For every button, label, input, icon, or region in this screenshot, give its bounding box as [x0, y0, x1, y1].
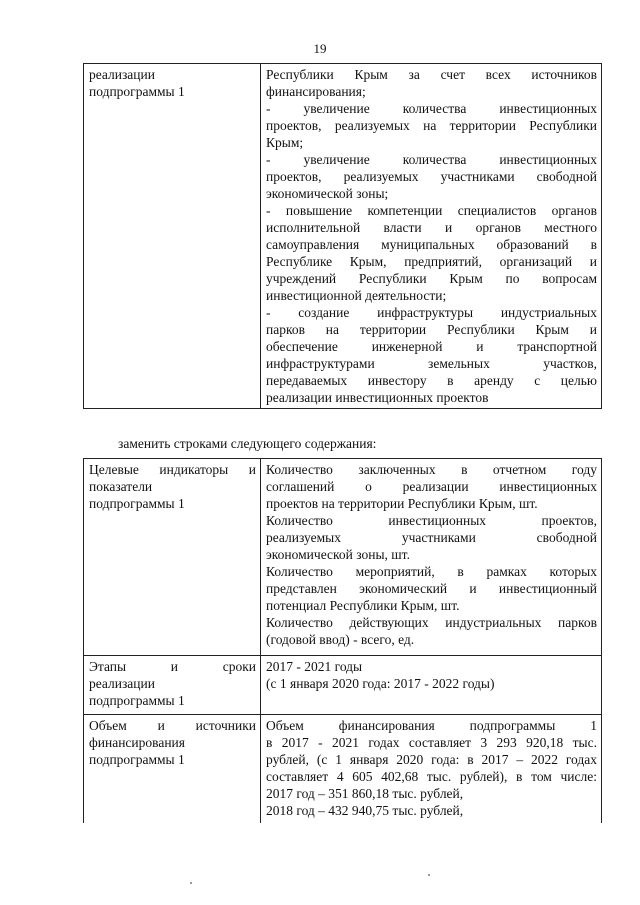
cell-line: подпрограммы 1: [89, 693, 185, 708]
cell-line: самоуправления муниципальных образований в: [266, 237, 597, 252]
cell-line: (годовой ввод) - всего, ед.: [266, 632, 415, 647]
cell-line: Этапы и сроки: [89, 659, 256, 674]
cell-line: (с 1 января 2020 года: 2017 - 2022 годы): [266, 676, 495, 691]
cell-line: 2017 год – 351 860,18 тыс. рублей,: [266, 786, 464, 801]
cell-line: парков на территории Республики Крым и: [266, 322, 597, 337]
cell-line: Количество действующих индустриальных парков: [266, 615, 597, 630]
cell-line: Объем финансирования подпрограммы 1: [266, 718, 597, 733]
cell-line: реализации: [89, 67, 155, 82]
table-row: [84, 64, 602, 409]
cell-line: проектов, реализуемых участниками свободной: [266, 169, 597, 184]
cell-line: показатели: [89, 479, 153, 494]
replace-instruction: заменить строками следующего содержания:: [118, 436, 377, 451]
replacement-table: [83, 458, 602, 823]
cell-line: 2018 год – 432 940,75 тыс. рублей,: [266, 803, 464, 818]
cell-line: 2017 - 2021 годы: [266, 659, 363, 674]
cell-line: в 2017 - 2021 годах составляет 3 293 920,18 тыс.: [266, 735, 597, 750]
cell-line: представлен экономический и инвестиционный: [266, 581, 597, 596]
cell-line: - создание инфраструктуры индустриальных: [266, 305, 597, 320]
cell-line: инфраструктурами земельных участков,: [266, 356, 597, 371]
cell-line: составляет 4 605 402,68 тыс. рублей), в том числе:: [266, 769, 597, 784]
table-right-cell: [261, 715, 602, 824]
cell-line: экономической зоны;: [266, 186, 389, 201]
cell-line: инвестиционной деятельности;: [266, 288, 447, 303]
cell-line: Объем и источники: [89, 718, 256, 733]
cell-line: Количество заключенных в отчетном году: [266, 462, 597, 477]
cell-line: подпрограммы 1: [89, 752, 185, 767]
page-number: 19: [313, 41, 327, 56]
scan-speck: [190, 882, 192, 884]
cell-line: - увеличение количества инвестиционных: [266, 152, 597, 167]
cell-line: Количество мероприятий, в рамках которых: [266, 564, 597, 579]
table-row: [84, 715, 602, 824]
cell-line: реализуемых участниками свободной: [266, 530, 597, 545]
cell-line: учреждений Республики Крым по вопросам: [266, 271, 597, 286]
cell-line: - увеличение количества инвестиционных: [266, 101, 597, 116]
cell-line: финансирования: [89, 735, 185, 750]
cell-line: реализации: [89, 676, 155, 691]
cell-line: подпрограммы 1: [89, 84, 185, 99]
cell-line: экономической зоны, шт.: [266, 547, 410, 562]
cell-line: передаваемых инвестору в аренду с целью: [266, 373, 597, 388]
cell-line: - повышение компетенции специалистов органов: [266, 203, 597, 218]
cell-line: проектов на территории Республики Крым, шт.: [266, 496, 538, 511]
previous-table: [83, 63, 602, 409]
cell-line: потенциал Республики Крым, шт.: [266, 598, 460, 613]
cell-line: рублей, (с 1 января 2020 года: в 2017 – 2022 годах: [266, 752, 597, 767]
table-row: [84, 656, 602, 715]
cell-line: Целевые индикаторы и: [89, 462, 256, 477]
table-left-cell: [84, 656, 261, 715]
cell-line: обеспечение инженерной и транспортной: [266, 339, 597, 354]
cell-line: исполнительной власти и органов местного: [266, 220, 597, 235]
table-left-cell: [84, 64, 261, 409]
table-row: [84, 459, 602, 656]
cell-line: проектов, реализуемых на территории Республики: [266, 118, 597, 133]
table-right-cell: [261, 64, 602, 409]
table-right-cell: [261, 656, 602, 715]
table-left-cell: [84, 715, 261, 824]
cell-line: финансирования;: [266, 84, 366, 99]
scan-speck: [428, 874, 430, 876]
table-right-cell: [261, 459, 602, 656]
cell-line: Республике Крым, предприятий, организаций и: [266, 254, 597, 269]
cell-line: Крым;: [266, 135, 304, 150]
cell-line: Количество инвестиционных проектов,: [266, 513, 597, 528]
cell-line: Республики Крым за счет всех источников: [266, 67, 597, 82]
cell-line: подпрограммы 1: [89, 496, 185, 511]
table-left-cell: [84, 459, 261, 656]
cell-line: реализации инвестиционных проектов: [266, 390, 489, 405]
cell-line: соглашений о реализации инвестиционных: [266, 479, 597, 494]
